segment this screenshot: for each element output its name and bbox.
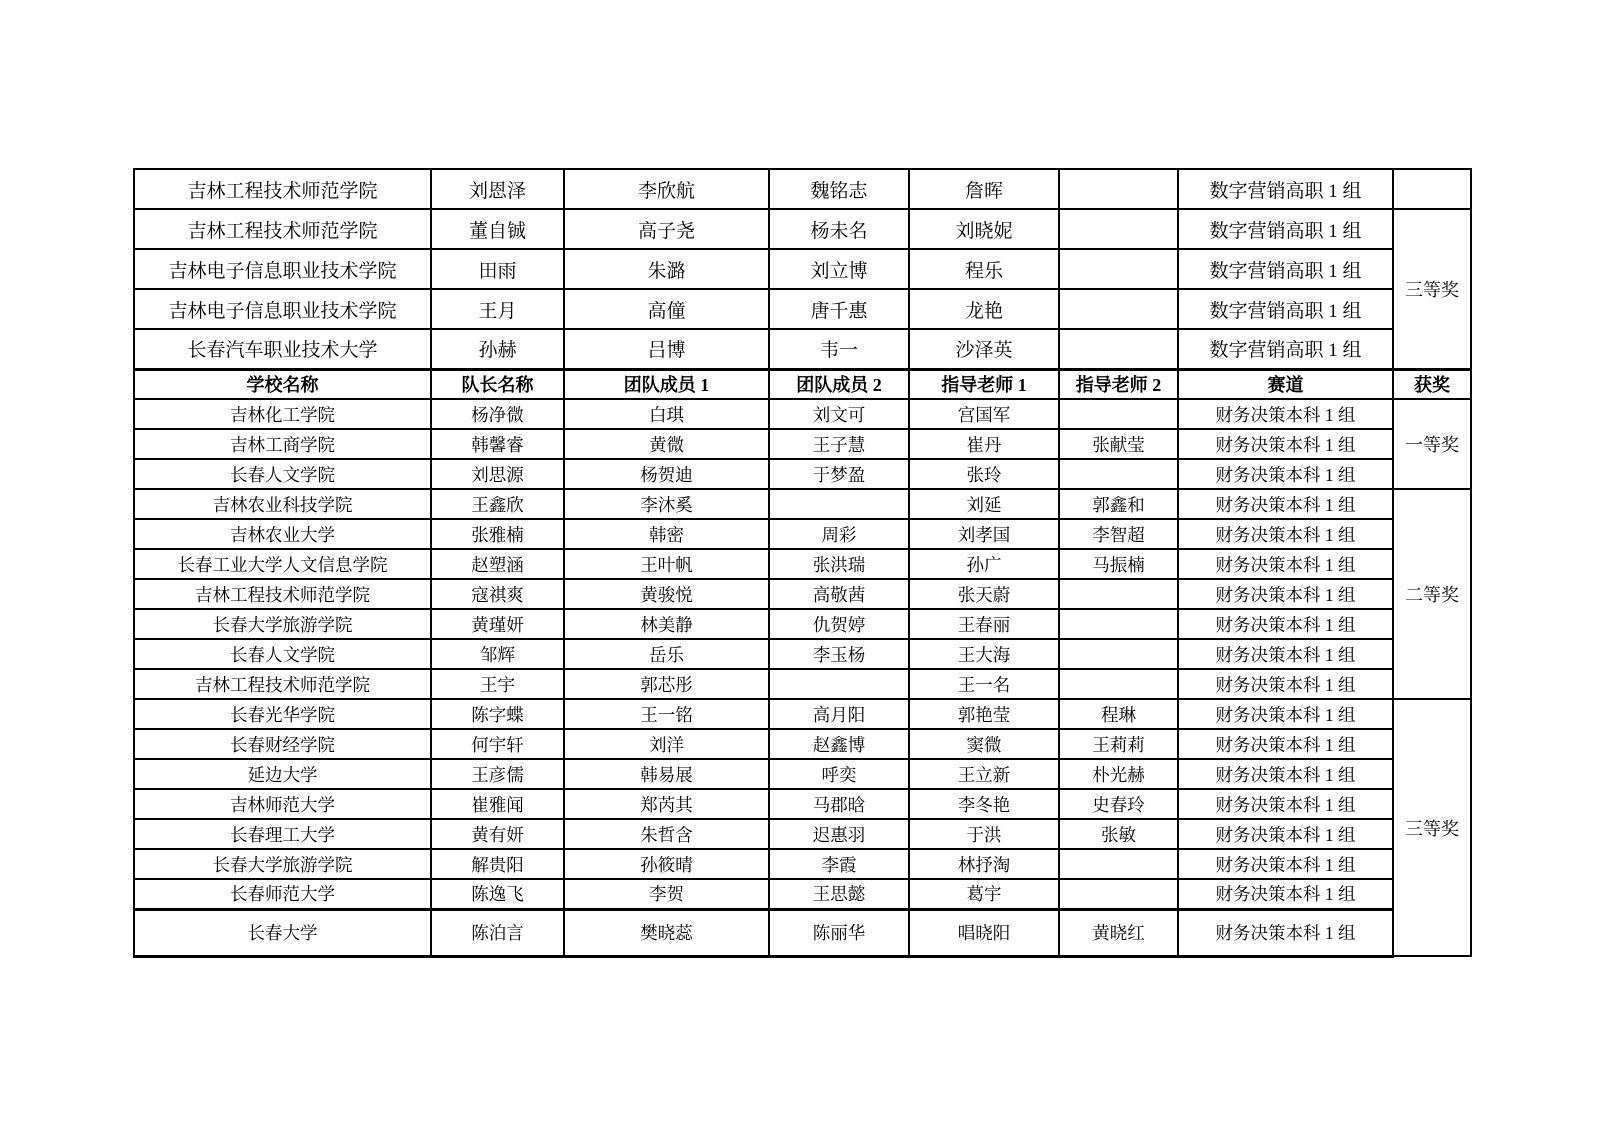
member1-cell: 韩密 — [564, 519, 769, 549]
teacher2-cell — [1059, 609, 1178, 639]
table-row — [134, 909, 1471, 956]
teacher1-cell: 李冬艳 — [909, 789, 1059, 819]
member2-cell: 马郡晗 — [769, 789, 909, 819]
track-cell: 数字营销高职 1 组 — [1178, 289, 1393, 329]
table-row — [134, 819, 1471, 849]
teacher2-cell — [1059, 849, 1178, 879]
captain-cell: 陈逸飞 — [431, 879, 564, 909]
teacher2-cell — [1059, 249, 1178, 289]
teacher1-cell: 窦微 — [909, 729, 1059, 759]
member1-cell: 林美静 — [564, 609, 769, 639]
member1-cell: 李贺 — [564, 879, 769, 909]
award-cell — [1393, 169, 1471, 209]
teacher2-cell — [1059, 459, 1178, 489]
school-cell: 长春大学旅游学院 — [134, 609, 431, 639]
table-row — [134, 879, 1471, 909]
member2-cell: 张洪瑞 — [769, 549, 909, 579]
school-cell: 吉林工程技术师范学院 — [134, 209, 431, 249]
track-cell: 财务决策本科 1 组 — [1178, 789, 1393, 819]
captain-cell: 黄有妍 — [431, 819, 564, 849]
teacher2-cell: 张敏 — [1059, 819, 1178, 849]
table-row — [134, 209, 1471, 249]
member2-cell: 杨未名 — [769, 209, 909, 249]
captain-cell: 黄瑾妍 — [431, 609, 564, 639]
captain-cell: 崔雅闻 — [431, 789, 564, 819]
captain-cell: 韩馨睿 — [431, 429, 564, 459]
table-row — [134, 609, 1471, 639]
teacher1-cell: 龙艳 — [909, 289, 1059, 329]
track-cell: 财务决策本科 1 组 — [1178, 759, 1393, 789]
header-section — [134, 369, 1471, 399]
teacher2-cell: 马振楠 — [1059, 549, 1178, 579]
track-cell: 数字营销高职 1 组 — [1178, 209, 1393, 249]
award-cell: 一等奖 — [1393, 399, 1471, 489]
teacher1-cell: 孙广 — [909, 549, 1059, 579]
teacher1-cell: 崔丹 — [909, 429, 1059, 459]
teacher2-cell: 黄晓红 — [1059, 909, 1178, 956]
award-cell: 二等奖 — [1393, 489, 1471, 699]
table-row — [134, 459, 1471, 489]
member2-cell — [769, 669, 909, 699]
column-header-teacher2: 指导老师 2 — [1059, 369, 1178, 399]
member2-cell: 仇贺婷 — [769, 609, 909, 639]
teacher2-cell: 程琳 — [1059, 699, 1178, 729]
school-cell: 吉林电子信息职业技术学院 — [134, 249, 431, 289]
teacher1-cell: 刘晓妮 — [909, 209, 1059, 249]
track-cell: 财务决策本科 1 组 — [1178, 819, 1393, 849]
captain-cell: 赵塑涵 — [431, 549, 564, 579]
track-cell: 财务决策本科 1 组 — [1178, 699, 1393, 729]
member1-cell: 朱潞 — [564, 249, 769, 289]
column-header-member2: 团队成员 2 — [769, 369, 909, 399]
table-row — [134, 789, 1471, 819]
school-cell: 吉林化工学院 — [134, 399, 431, 429]
member1-cell: 朱哲含 — [564, 819, 769, 849]
member1-cell: 黄骏悦 — [564, 579, 769, 609]
table-row — [134, 329, 1471, 369]
school-cell: 吉林电子信息职业技术学院 — [134, 289, 431, 329]
school-cell: 吉林农业大学 — [134, 519, 431, 549]
teacher2-cell — [1059, 579, 1178, 609]
member1-cell: 吕博 — [564, 329, 769, 369]
member1-cell: 黄微 — [564, 429, 769, 459]
table-row — [134, 249, 1471, 289]
table-row — [134, 169, 1471, 209]
member2-cell: 赵鑫博 — [769, 729, 909, 759]
member1-cell: 白琪 — [564, 399, 769, 429]
teacher2-cell: 张献莹 — [1059, 429, 1178, 459]
school-cell: 长春理工大学 — [134, 819, 431, 849]
member2-cell: 王子慧 — [769, 429, 909, 459]
track-cell: 数字营销高职 1 组 — [1178, 249, 1393, 289]
member2-cell: 刘立博 — [769, 249, 909, 289]
member1-cell: 高子尧 — [564, 209, 769, 249]
teacher1-cell: 张玲 — [909, 459, 1059, 489]
table-row — [134, 549, 1471, 579]
school-cell: 长春光华学院 — [134, 699, 431, 729]
teacher1-cell: 王立新 — [909, 759, 1059, 789]
track-cell: 财务决策本科 1 组 — [1178, 549, 1393, 579]
column-header-award: 获奖 — [1393, 369, 1471, 399]
school-cell: 吉林工程技术师范学院 — [134, 169, 431, 209]
column-header-school: 学校名称 — [134, 369, 431, 399]
school-cell: 长春工业大学人文信息学院 — [134, 549, 431, 579]
teacher2-cell — [1059, 209, 1178, 249]
member1-cell: 韩易展 — [564, 759, 769, 789]
school-cell: 长春汽车职业技术大学 — [134, 329, 431, 369]
member1-cell: 郭芯彤 — [564, 669, 769, 699]
table-row — [134, 849, 1471, 879]
member1-cell: 王一铭 — [564, 699, 769, 729]
captain-cell: 杨净微 — [431, 399, 564, 429]
member2-cell: 高月阳 — [769, 699, 909, 729]
school-cell: 吉林工商学院 — [134, 429, 431, 459]
teacher2-cell: 史春玲 — [1059, 789, 1178, 819]
school-cell: 长春人文学院 — [134, 459, 431, 489]
header-row — [134, 369, 1471, 399]
track-cell: 财务决策本科 1 组 — [1178, 429, 1393, 459]
captain-cell: 刘思源 — [431, 459, 564, 489]
member2-cell: 高敬茜 — [769, 579, 909, 609]
track-cell: 数字营销高职 1 组 — [1178, 329, 1393, 369]
captain-cell: 孙赫 — [431, 329, 564, 369]
teacher2-cell — [1059, 329, 1178, 369]
teacher2-cell — [1059, 399, 1178, 429]
track-cell: 财务决策本科 1 组 — [1178, 579, 1393, 609]
teacher2-cell: 李智超 — [1059, 519, 1178, 549]
teacher1-cell: 刘孝国 — [909, 519, 1059, 549]
member1-cell: 杨贺迪 — [564, 459, 769, 489]
member2-cell: 魏铭志 — [769, 169, 909, 209]
column-header-track: 赛道 — [1178, 369, 1393, 399]
school-cell: 长春大学 — [134, 909, 431, 956]
member2-cell: 于梦盈 — [769, 459, 909, 489]
column-header-captain: 队长名称 — [431, 369, 564, 399]
captain-cell: 寇祺爽 — [431, 579, 564, 609]
teacher2-cell — [1059, 289, 1178, 329]
track-cell: 财务决策本科 1 组 — [1178, 459, 1393, 489]
teacher1-cell: 沙泽英 — [909, 329, 1059, 369]
table-row — [134, 759, 1471, 789]
member2-cell: 陈丽华 — [769, 909, 909, 956]
member1-cell: 郑芮其 — [564, 789, 769, 819]
teacher1-cell: 王大海 — [909, 639, 1059, 669]
track-cell: 财务决策本科 1 组 — [1178, 489, 1393, 519]
track-cell: 财务决策本科 1 组 — [1178, 519, 1393, 549]
captain-cell: 王宇 — [431, 669, 564, 699]
member1-cell: 孙筱晴 — [564, 849, 769, 879]
school-cell: 长春人文学院 — [134, 639, 431, 669]
member2-cell: 刘文可 — [769, 399, 909, 429]
captain-cell: 王彦儒 — [431, 759, 564, 789]
post-header-section — [134, 399, 1471, 956]
school-cell: 长春师范大学 — [134, 879, 431, 909]
member1-cell: 岳乐 — [564, 639, 769, 669]
member1-cell: 樊晓蕊 — [564, 909, 769, 956]
teacher2-cell — [1059, 639, 1178, 669]
teacher2-cell: 朴光赫 — [1059, 759, 1178, 789]
teacher1-cell: 唱晓阳 — [909, 909, 1059, 956]
member1-cell: 李欣航 — [564, 169, 769, 209]
table-row — [134, 579, 1471, 609]
school-cell: 吉林工程技术师范学院 — [134, 579, 431, 609]
member2-cell: 李霞 — [769, 849, 909, 879]
member1-cell: 李沐奚 — [564, 489, 769, 519]
table-row — [134, 729, 1471, 759]
teacher1-cell: 葛宇 — [909, 879, 1059, 909]
member1-cell: 刘洋 — [564, 729, 769, 759]
teacher1-cell: 宫国军 — [909, 399, 1059, 429]
member2-cell: 迟惠羽 — [769, 819, 909, 849]
member1-cell: 高僮 — [564, 289, 769, 329]
award-cell: 三等奖 — [1393, 209, 1471, 369]
table-row — [134, 489, 1471, 519]
school-cell: 长春大学旅游学院 — [134, 849, 431, 879]
track-cell: 财务决策本科 1 组 — [1178, 849, 1393, 879]
teacher1-cell: 于洪 — [909, 819, 1059, 849]
teacher2-cell — [1059, 669, 1178, 699]
school-cell: 延边大学 — [134, 759, 431, 789]
captain-cell: 张雅楠 — [431, 519, 564, 549]
teacher2-cell: 王莉莉 — [1059, 729, 1178, 759]
member2-cell — [769, 489, 909, 519]
teacher1-cell: 刘延 — [909, 489, 1059, 519]
track-cell: 财务决策本科 1 组 — [1178, 909, 1393, 956]
school-cell: 吉林工程技术师范学院 — [134, 669, 431, 699]
awards-table — [133, 168, 1472, 958]
member1-cell: 王叶帆 — [564, 549, 769, 579]
teacher2-cell — [1059, 169, 1178, 209]
teacher2-cell: 郭鑫和 — [1059, 489, 1178, 519]
teacher1-cell: 王春丽 — [909, 609, 1059, 639]
school-cell: 吉林师范大学 — [134, 789, 431, 819]
member2-cell: 韦一 — [769, 329, 909, 369]
teacher1-cell: 林抒淘 — [909, 849, 1059, 879]
school-cell: 吉林农业科技学院 — [134, 489, 431, 519]
track-cell: 财务决策本科 1 组 — [1178, 729, 1393, 759]
column-header-teacher1: 指导老师 1 — [909, 369, 1059, 399]
captain-cell: 陈泊言 — [431, 909, 564, 956]
captain-cell: 邹辉 — [431, 639, 564, 669]
captain-cell: 王鑫欣 — [431, 489, 564, 519]
captain-cell: 董自铖 — [431, 209, 564, 249]
table-row — [134, 399, 1471, 429]
captain-cell: 田雨 — [431, 249, 564, 289]
member2-cell: 李玉杨 — [769, 639, 909, 669]
pre-header-section — [134, 169, 1471, 369]
teacher1-cell: 王一名 — [909, 669, 1059, 699]
track-cell: 财务决策本科 1 组 — [1178, 669, 1393, 699]
member2-cell: 王思懿 — [769, 879, 909, 909]
captain-cell: 何宇轩 — [431, 729, 564, 759]
member2-cell: 呼奕 — [769, 759, 909, 789]
teacher1-cell: 詹晖 — [909, 169, 1059, 209]
table-row — [134, 669, 1471, 699]
column-header-member1: 团队成员 1 — [564, 369, 769, 399]
member2-cell: 周彩 — [769, 519, 909, 549]
track-cell: 财务决策本科 1 组 — [1178, 399, 1393, 429]
teacher1-cell: 程乐 — [909, 249, 1059, 289]
award-cell: 三等奖 — [1393, 699, 1471, 956]
teacher1-cell: 张天蔚 — [909, 579, 1059, 609]
table-row — [134, 519, 1471, 549]
teacher1-cell: 郭艳莹 — [909, 699, 1059, 729]
table-row — [134, 699, 1471, 729]
table-row — [134, 289, 1471, 329]
captain-cell: 刘恩泽 — [431, 169, 564, 209]
track-cell: 财务决策本科 1 组 — [1178, 639, 1393, 669]
captain-cell: 陈字蝶 — [431, 699, 564, 729]
school-cell: 长春财经学院 — [134, 729, 431, 759]
table-row — [134, 639, 1471, 669]
track-cell: 数字营销高职 1 组 — [1178, 169, 1393, 209]
track-cell: 财务决策本科 1 组 — [1178, 879, 1393, 909]
track-cell: 财务决策本科 1 组 — [1178, 609, 1393, 639]
captain-cell: 解贵阳 — [431, 849, 564, 879]
table-row — [134, 429, 1471, 459]
member2-cell: 唐千惠 — [769, 289, 909, 329]
captain-cell: 王月 — [431, 289, 564, 329]
teacher2-cell — [1059, 879, 1178, 909]
